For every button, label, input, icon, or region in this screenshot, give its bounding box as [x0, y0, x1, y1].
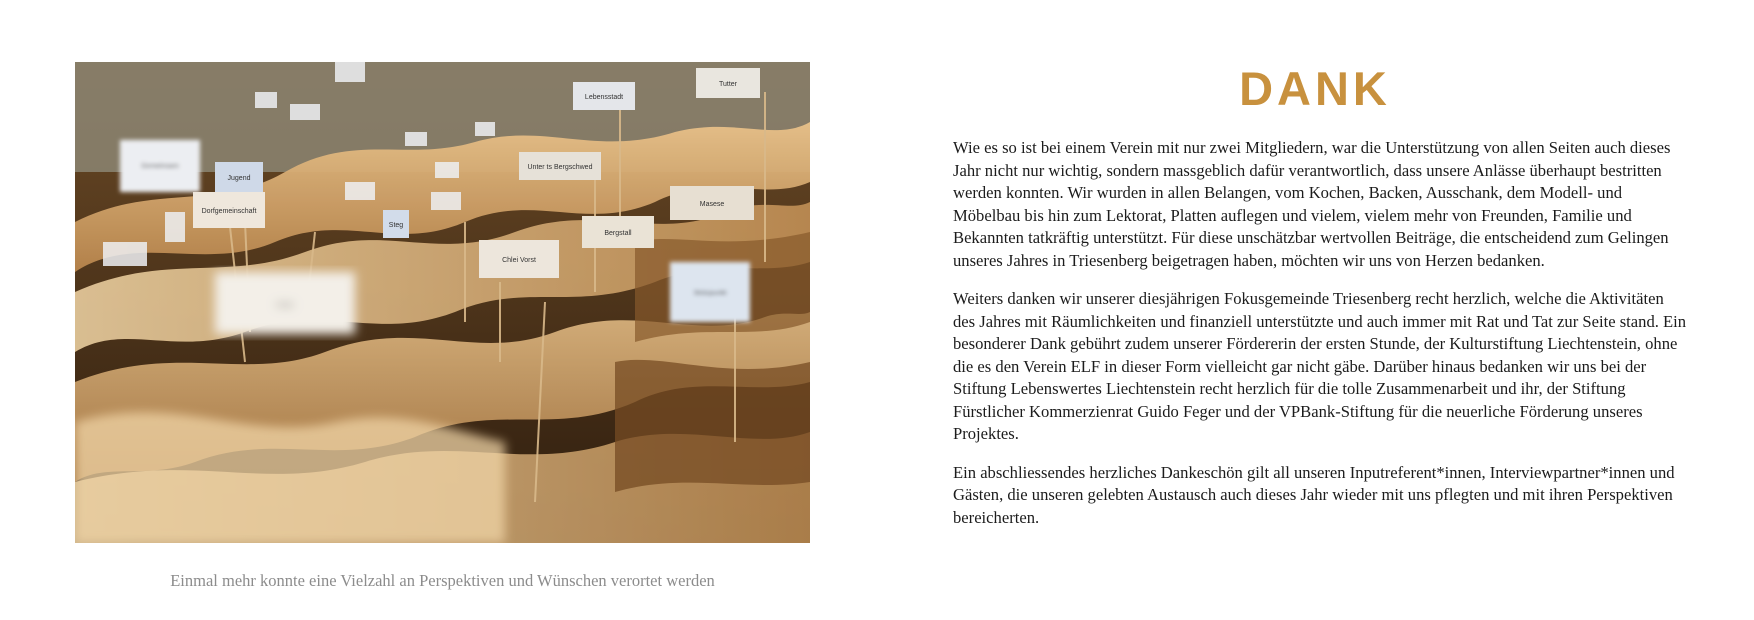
flag-label: Masese [699, 201, 725, 208]
flag-label: Lebensstadt [584, 94, 624, 101]
paragraph: Ein abschliessendes herzliches Dankeschön gilt all unseren Inputreferent*innen, Interviewpartner*innen und Gästen, die unseren gelebten Austausch auch dieses Jahr wieder mit uns pflegten und mit ihren Perspektiven bereicherten. [953, 462, 1675, 527]
acknowledgement-text [953, 137, 1688, 545]
flag-label: Jugend [227, 175, 251, 182]
paragraph: Wie es so ist bei einem Verein mit nur zwei Mitgliedern, war die Unterstützung von allen Seiten auch dieses Jahr nicht nur wichtig, sondern massgeblich dafür verantwortlich, dass unsere Anlässe überhaupt bestritten werden konnten. Wir wurden in allen Belangen, vom Kochen, Backen, Ausschank, dem Modell- und Möbelbau bis hin zum Lektorat, Platten auflegen und vielem, vielem mehr von Freunden, Familie und Bekannten tatkräftig unterstützt. Für diese unschätzbar wertvollen Beiträge, die entscheidend zum Gelingen unseres Jahres in Triesenberg beigetragen haben, möchten wir uns von Herzen bedanken. [953, 138, 1671, 270]
flag-label: Chlei Vorst [502, 257, 536, 264]
flag-label: Dorfgemeinschaft [201, 208, 257, 215]
photo-caption: Einmal mehr konnte eine Vielzahl an Perspektiven und Wünschen verortet werden [170, 571, 715, 590]
flag-label: Stützpunkt [693, 290, 727, 297]
model-photo [75, 62, 810, 543]
flag-label: Unter ts Bergschwed [527, 164, 593, 171]
flag-label: Steg [388, 222, 404, 229]
paragraph: Weiters danken wir unserer diesjährigen Fokusgemeinde Triesenberg recht herzlich, welche die Aktivitäten des Jahres mit Räumlichkeiten und finanziell unterstützte und auch immer mit Rat und Tat zur Seite stand. Ein besonderer Dank gebührt zudem unserer Fördererin der ersten Stunde, der Kulturstiftung Liechtenstein, ohne die es den Verein ELF in dieser Form vielleicht gar nicht gäbe. Darüber hinaus bedanken wir uns bei der Stiftung Lebenswertes Liechtenstein recht herzlich für die tolle Zusammenarbeit und ihr, der Stiftung Fürstlicher Kommerzienrat Guido Feger und der VPBank-Stiftung für die neuerliche Förderung unseres Projektes. [953, 289, 1687, 443]
flag-label: Kultur [275, 302, 295, 309]
flag-label: Tutter [718, 81, 738, 88]
flag-label: Gemeinsam [141, 163, 179, 170]
wooden-terrain-model-image [75, 62, 810, 543]
page-title: DANK [1239, 62, 1391, 115]
flag-label: Bergstall [604, 230, 632, 237]
